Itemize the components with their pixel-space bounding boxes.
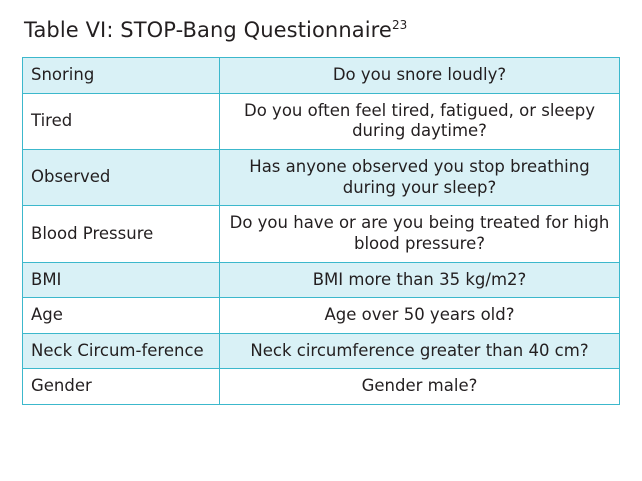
table-body	[23, 58, 620, 405]
row-question: Neck circumference greater than 40 cm?	[220, 333, 620, 369]
table-row	[23, 150, 620, 206]
row-question: Do you often feel tired, fatigued, or sleepy during daytime?	[220, 93, 620, 149]
row-label: Gender	[23, 369, 220, 405]
row-question: BMI more than 35 kg/m2?	[220, 262, 620, 298]
table-row	[23, 93, 620, 149]
table-row	[23, 206, 620, 262]
stop-bang-table	[22, 57, 620, 405]
row-question: Has anyone observed you stop breathing during your sleep?	[220, 150, 620, 206]
table-row	[23, 262, 620, 298]
row-label: BMI	[23, 262, 220, 298]
row-label: Snoring	[23, 58, 220, 94]
row-question: Age over 50 years old?	[220, 298, 620, 334]
table-row	[23, 298, 620, 334]
row-label: Observed	[23, 150, 220, 206]
table-title-text: Table VI: STOP-Bang Questionnaire	[24, 18, 392, 42]
title-superscript: 23	[391, 18, 408, 32]
row-question: Do you have or are you being treated for high blood pressure?	[220, 206, 620, 262]
table-row	[23, 369, 620, 405]
page-title	[24, 18, 620, 43]
row-label: Age	[23, 298, 220, 334]
table-row	[23, 333, 620, 369]
row-question: Do you snore loudly?	[220, 58, 620, 94]
row-label: Blood Pressure	[23, 206, 220, 262]
row-label: Tired	[23, 93, 220, 149]
row-question: Gender male?	[220, 369, 620, 405]
row-label: Neck Circum-ference	[23, 333, 220, 369]
table-row	[23, 58, 620, 94]
